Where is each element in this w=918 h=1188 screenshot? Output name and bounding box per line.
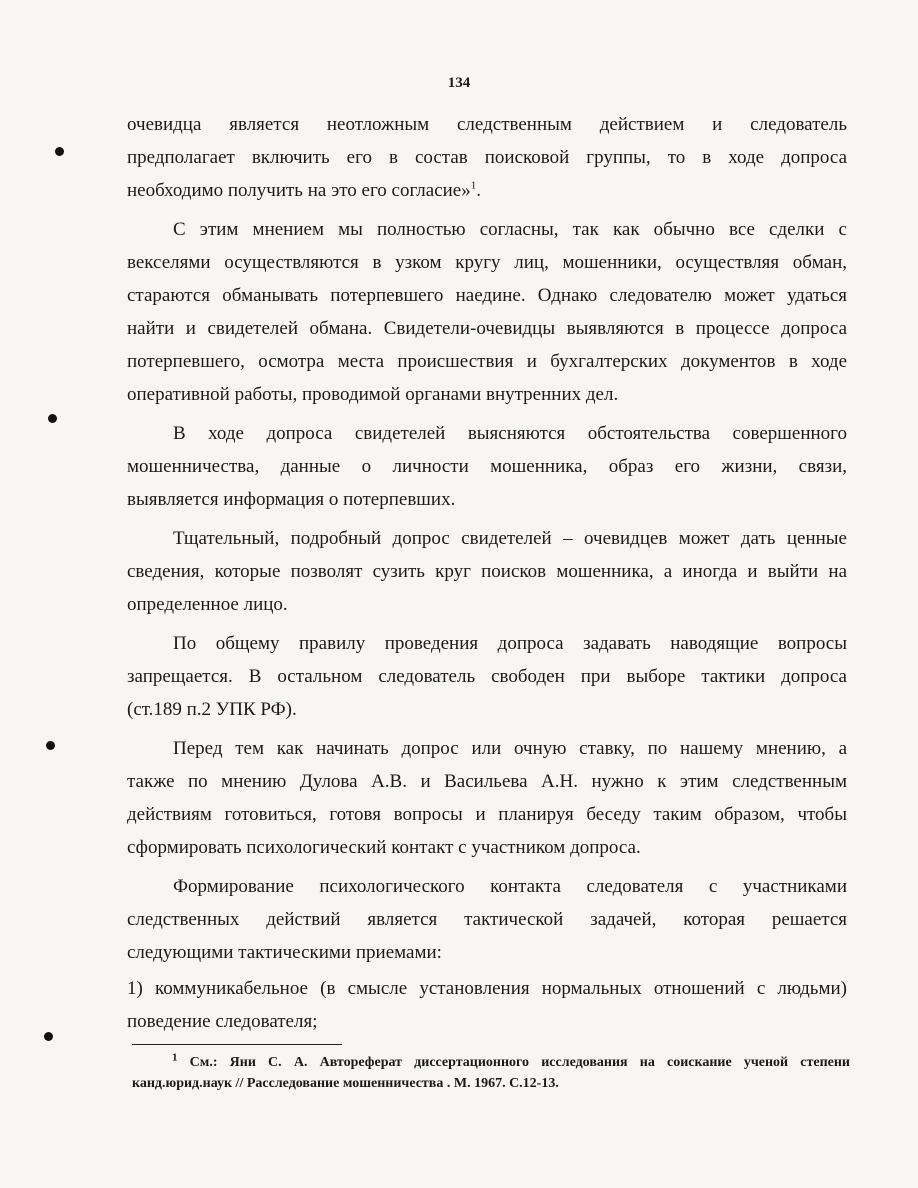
text-line: 1) коммуникабельное (в смысле установления нормальных отношений с людьми) bbox=[127, 978, 847, 999]
text-line: следственных действий является тактической задачей, которая решается bbox=[127, 909, 847, 930]
paragraph bbox=[127, 870, 847, 969]
main-text bbox=[127, 108, 847, 1038]
paragraph bbox=[127, 213, 847, 411]
text-line: сведения, которые позволят сузить круг поисков мошенника, а иногда и выйти на bbox=[127, 561, 847, 582]
text-line: найти и свидетелей обмана. Свидетели-очевидцы выявляются в процессе допроса bbox=[127, 318, 847, 339]
text-line: определенное лицо. bbox=[127, 594, 288, 615]
footnote-text: См.: Яни С. А. Автореферат диссертационного исследования на соискание ученой степени bbox=[189, 1055, 850, 1070]
text-line: мошенничества, данные о личности мошенника, образ его жизни, связи, bbox=[127, 456, 847, 477]
page-number: 134 bbox=[447, 75, 471, 91]
binder-hole-mark bbox=[46, 741, 55, 750]
text-line: очевидца является неотложным следственным действием и следователь bbox=[127, 114, 847, 135]
text-line: стараются обманывать потерпевшего наедине. Однако следователю может удаться bbox=[127, 285, 847, 306]
text-line: также по мнению Дулова А.В. и Васильева А.Н. нужно к этим следственным bbox=[127, 771, 847, 792]
footnote bbox=[132, 1052, 850, 1094]
text-line: векселями осуществляются в узком кругу лиц, мошенники, осуществляя обман, bbox=[127, 252, 847, 273]
text-line: выявляется информация о потерпевших. bbox=[127, 489, 456, 510]
text-line: следующими тактическими приемами: bbox=[127, 942, 442, 963]
footnote-line: канд.юрид.наук // Расследование мошенничества . М. 1967. С.12-13. bbox=[132, 1076, 559, 1091]
list-item bbox=[127, 972, 847, 1038]
text-line: С этим мнением мы полностью согласны, так как обычно все сделки с bbox=[173, 219, 847, 240]
paragraph bbox=[127, 108, 847, 207]
footnote-separator bbox=[132, 1044, 342, 1045]
text-line: запрещается. В остальном следователь свободен при выборе тактики допроса bbox=[127, 666, 847, 687]
text-line: сформировать психологический контакт с участником допроса. bbox=[127, 837, 641, 858]
binder-hole-mark bbox=[48, 414, 57, 423]
paragraph bbox=[127, 732, 847, 864]
footnote-marker: 1 bbox=[172, 1051, 178, 1064]
paragraph bbox=[127, 522, 847, 621]
text-line: оперативной работы, проводимой органами внутренних дел. bbox=[127, 384, 619, 405]
text-line: поведение следователя; bbox=[127, 1011, 318, 1032]
binder-hole-mark bbox=[44, 1032, 53, 1041]
text-line: предполагает включить его в состав поисковой группы, то в ходе допроса bbox=[127, 147, 847, 168]
text-line: В ходе допроса свидетелей выясняются обстоятельства совершенного bbox=[173, 423, 847, 444]
text-line: Перед тем как начинать допрос или очную ставку, по нашему мнению, а bbox=[173, 738, 847, 759]
paragraph bbox=[127, 627, 847, 726]
text-line: Формирование психологического контакта следователя с участниками bbox=[173, 876, 847, 897]
text-line: потерпевшего, осмотра места происшествия и бухгалтерских документов в ходе bbox=[127, 351, 847, 372]
binder-hole-mark bbox=[55, 147, 64, 156]
paragraph bbox=[127, 417, 847, 516]
text-line: действиям готовиться, готовя вопросы и планируя беседу таким образом, чтобы bbox=[127, 804, 847, 825]
footnote-reference: 1 bbox=[470, 179, 477, 192]
text-line: (ст.189 п.2 УПК РФ). bbox=[127, 699, 297, 720]
text-line: По общему правилу проведения допроса задавать наводящие вопросы bbox=[173, 633, 847, 654]
text-line-content: необходимо получить на это его согласие» bbox=[127, 180, 471, 201]
text-line: Тщательный, подробный допрос свидетелей – очевидцев может дать ценные bbox=[173, 528, 847, 549]
footnote-line bbox=[132, 1052, 850, 1073]
text-line: необходимо получить на это его согласие»$^1$. bbox=[127, 179, 481, 201]
